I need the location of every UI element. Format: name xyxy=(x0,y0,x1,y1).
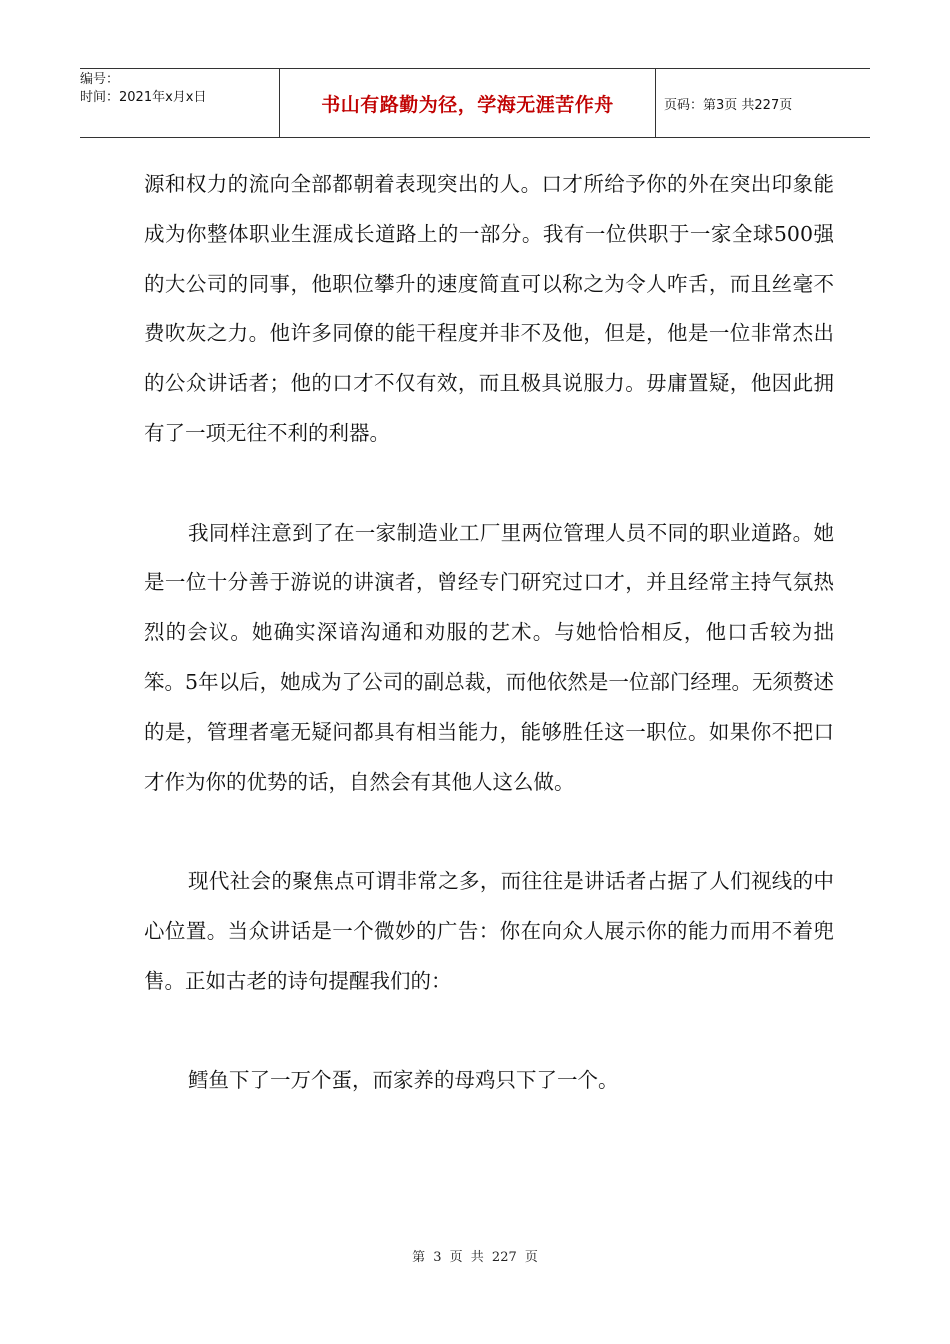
header-motto: 书山有路勤为径，学海无涯苦作舟 xyxy=(321,93,614,116)
header-page-info: 页码：第3页 共227页 xyxy=(664,97,793,113)
header-motto-cell xyxy=(280,69,656,137)
body-paragraph-1: 源和权力的流向全部都朝着表现突出的人。口才所给予你的外在突出印象能成为你整体职业生涯成长道路上的一部分。我有一位供职于一家全球500强的大公司的同事，他职位攀升的速度简直可以称之为令人咋舌，而且丝毫不费吹灰之力。他许多同僚的能干程度并非不及他，但是，他是一位非常杰出的公众讲话者；他的口才不仅有效，而且极具说服力。毋庸置疑，他因此拥有了一项无往不利的利器。 xyxy=(144,172,834,445)
page-header xyxy=(80,68,870,138)
page-footer: 第 3 页 共 227 页 xyxy=(412,1250,538,1265)
body-paragraph-3: 现代社会的聚焦点可谓非常之多，而往往是讲话者占据了人们视线的中心位置。当众讲话是一个微妙的广告：你在向众人展示你的能力而用不着兜售。正如古老的诗句提醒我们的： xyxy=(144,869,834,993)
document-time-label: 时间：2021年x月x日 xyxy=(80,90,207,105)
body-paragraph-4: 鳕鱼下了一万个蛋，而家养的母鸡只下了一个。 xyxy=(188,1068,619,1093)
document-number-label: 编号： xyxy=(80,72,120,87)
header-meta xyxy=(80,69,280,137)
document-body xyxy=(144,160,834,1106)
paragraph-gap xyxy=(144,459,834,509)
paragraph-gap xyxy=(144,807,834,857)
paragraph-gap xyxy=(144,1007,834,1057)
body-paragraph-2: 我同样注意到了在一家制造业工厂里两位管理人员不同的职业道路。她是一位十分善于游说的讲演者，曾经专门研究过口才，并且经常主持气氛热烈的会议。她确实深谙沟通和劝服的艺术。与她恰恰相反，他口舌较为拙笨。5年以后，她成为了公司的副总裁，而他依然是一位部门经理。无须赘述的是，管理者毫无疑问都具有相当能力，能够胜任这一职位。如果你不把口才作为你的优势的话，自然会有其他人这么做。 xyxy=(144,520,834,794)
